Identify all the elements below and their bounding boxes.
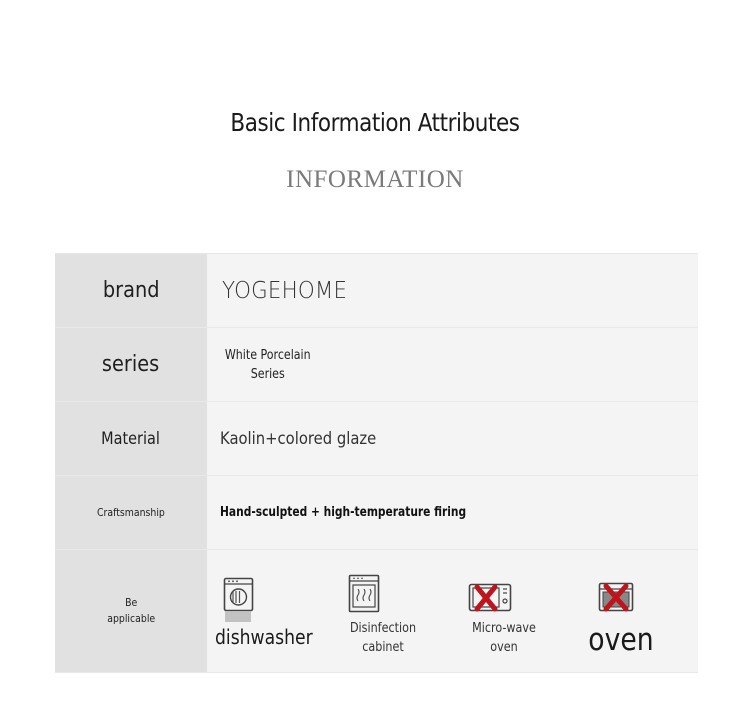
row-label: Craftsmanship — [97, 506, 165, 519]
table-row-series — [55, 328, 698, 402]
table-row-material — [55, 402, 698, 476]
row-label-cell — [55, 550, 207, 672]
dishwasher-icon — [223, 577, 255, 623]
row-value-cell — [207, 476, 698, 549]
row-label-cell — [55, 254, 207, 327]
row-label: Material — [101, 428, 161, 449]
row-label: brand — [102, 278, 160, 303]
appliance-label — [335, 619, 431, 657]
appliance-label-line: Micro-wave — [472, 621, 536, 636]
appliance-label-line: oven — [490, 640, 518, 655]
appliance-label-line: cabinet — [362, 640, 404, 655]
row-label-line: Be — [124, 596, 138, 609]
microwave-icon — [468, 583, 512, 613]
applicable-appliances — [207, 550, 698, 672]
oven-icon — [598, 582, 634, 612]
table-row-craftsmanship — [55, 476, 698, 550]
row-label-cell — [55, 476, 207, 549]
brand-value: YOGEHOME — [222, 277, 348, 304]
row-label — [107, 595, 155, 627]
material-value: Kaolin+colored glaze — [220, 428, 377, 449]
row-value-cell — [207, 254, 698, 327]
row-label: series — [102, 352, 160, 377]
series-value: White Porcelain Series — [224, 347, 311, 382]
appliance-microwave-oven — [439, 550, 569, 672]
row-label-cell — [55, 328, 207, 401]
appliance-label: dishwasher — [215, 625, 313, 649]
appliance-oven — [569, 550, 689, 672]
appliance-label-line: Disinfection — [349, 621, 417, 636]
row-value-cell — [207, 328, 698, 401]
attributes-table — [55, 253, 698, 673]
appliance-dishwasher — [207, 550, 327, 672]
appliance-label — [448, 619, 560, 657]
page-subtitle: INFORMATION — [286, 166, 464, 193]
table-row-brand — [55, 254, 698, 328]
row-label-line: applicable — [107, 612, 155, 625]
table-row-applicable — [55, 550, 698, 673]
appliance-label: oven — [588, 622, 654, 658]
craftsmanship-value: Hand-sculpted + high-temperature firing — [220, 505, 467, 520]
row-value-cell — [207, 402, 698, 475]
disinfection-cabinet-icon — [348, 574, 380, 614]
row-label-cell — [55, 402, 207, 475]
appliance-disinfection-cabinet — [327, 550, 439, 672]
page-title: Basic Information Attributes — [230, 108, 520, 137]
